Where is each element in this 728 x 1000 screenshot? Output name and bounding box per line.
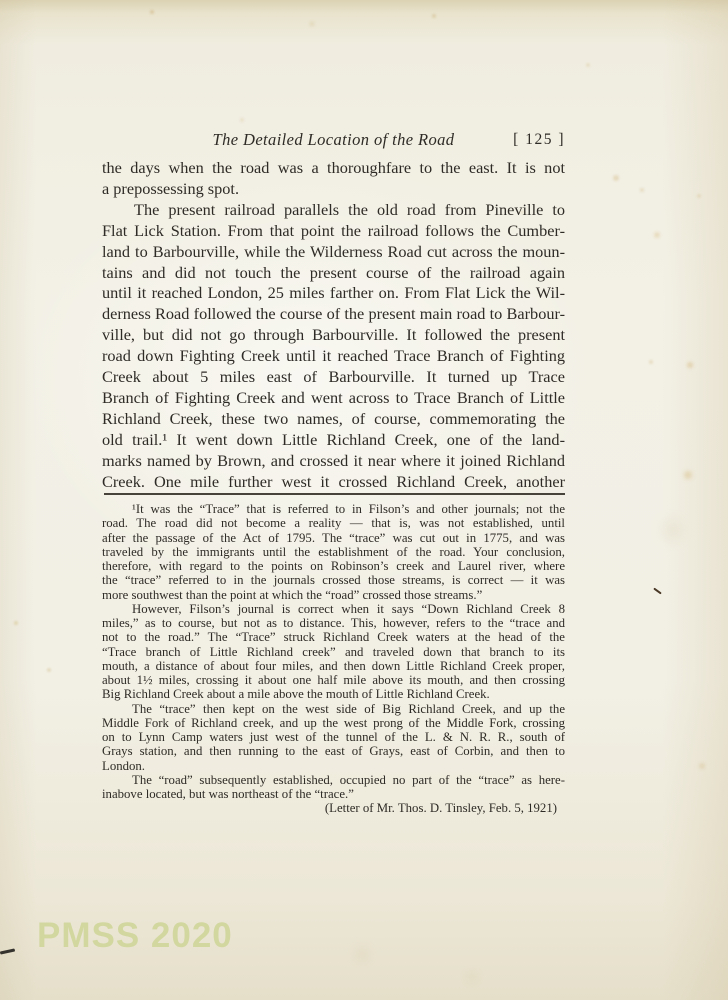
body-paragraph: The present railroad parallels the old road from Pineville to Flat Lick Station. From that point the railroad follows the Cumber- land to Barbourville, while the Wilderness Road cut across the moun- tains and did not touch the present course of the railroad again until it reached London, 25 miles farther on. From Flat Lick the Wil- derness Road followed the course of the present main road to Barbour- ville, but did not go through Barbourville. It followed the present road down Fighting Creek until it reached Trace Branch of Fighting Creek about 5 miles east of Barbourville. It turned up Trace Branch of Fighting Creek and went across to Trace Branch of Little Richland Creek, these two names, of course, commemorating the old trail.¹ It went down Little Richland Creek, one of the land- marks named by Brown, and crossed it near where it joined Richland Creek. One mile further west it crossed Richland Creek, another bbox=[102, 199, 565, 491]
chapter-title: The Detailed Location of the Road bbox=[212, 130, 455, 149]
footnote-block bbox=[102, 502, 565, 816]
fiber-speck bbox=[653, 588, 662, 595]
page-number: [ 125 ] bbox=[513, 131, 565, 148]
footnote-attribution: (Letter of Mr. Thos. D. Tinsley, Feb. 5, 1921) bbox=[324, 801, 557, 816]
footnote-paragraph: The “road” subsequently established, occupied no part of the “trace” as here- inabove located, but was northeast of the “trace.” bbox=[102, 772, 565, 801]
scan-edge-mark bbox=[0, 948, 15, 954]
body-text bbox=[102, 158, 565, 493]
copyright-watermark: PMSS 2020 bbox=[37, 916, 233, 955]
running-header bbox=[102, 130, 565, 154]
footnote-paragraph: The “trace” then kept on the west side of Big Richland Creek, and up the Middle Fork of Richland creek, and up the west prong of the Middle Fork, crossing on to Lynn Camp waters just west of the tunnel of the L. & N. R. R., south of Grays station, and then running to the east of Grays, east of Corbin, and then to London. bbox=[102, 701, 565, 773]
footnote-paragraph: ¹It was the “Trace” that is referred to in Filson’s and other journals; not the road. The road did not become a reality — that is, was not established, until after the passage of the Act of 1795. The “trace” was cut out in 1775, and was traveled by the immigrants until the establishment of the road. Your conclusion, therefore, with regard to the points on Robinson’s creek and Laurel river, where the “trace” referred to in the journals crossed those streams, is correct — it was more southwest than the point at which the “road” crossed those streams.” bbox=[102, 502, 565, 602]
footnote-separator bbox=[104, 493, 565, 495]
paragraph-continuation: the days when the road was a thoroughfare to the east. It is not a prepossessing spot. bbox=[102, 158, 565, 198]
footnote-paragraph: However, Filson’s journal is correct when it says “Down Richland Creek 8 miles,” as to course, but not as to distance. This, however, refers to the “trace and not to the road.” The “Trace” struck Richland Creek waters at the head of the “Trace branch of Little Richland creek” and traveled down that branch to its mouth, a distance of about four miles, and then down Little Richland Creek proper, about 1½ miles, crossing it about one half mile above its mouth, and then crossing Big Richland Creek about a mile above the mouth of Little Richland Creek. bbox=[102, 601, 565, 702]
foxing-stains bbox=[0, 0, 4, 4]
